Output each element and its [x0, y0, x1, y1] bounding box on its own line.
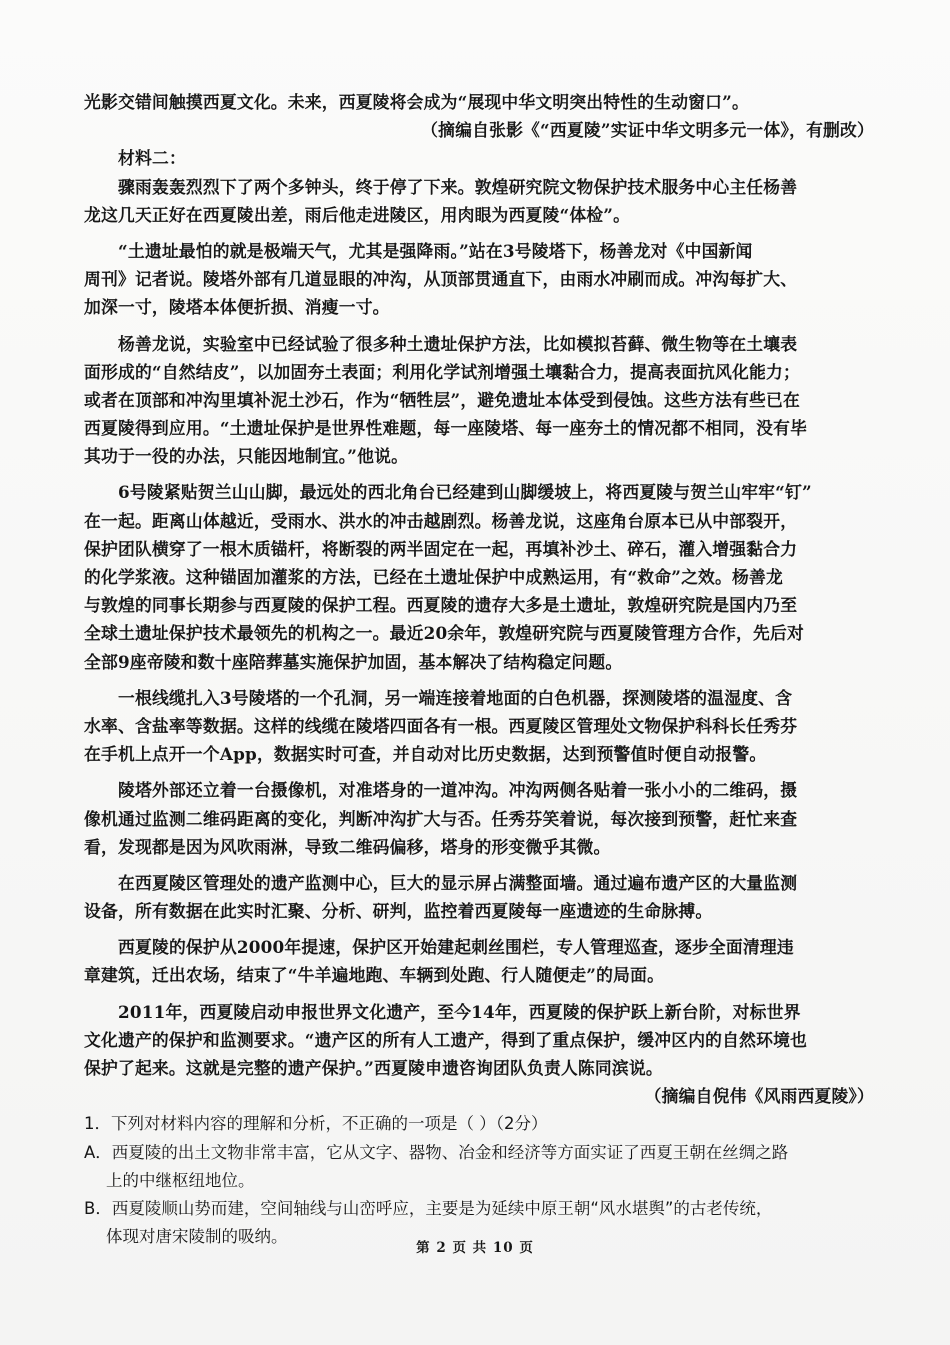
- question-stem: 1．下列对材料内容的理解和分析，不正确的一项是（ ）（2分）: [84, 1114, 548, 1134]
- paragraph-line: 在手机上点开一个App，数据实时可查，并自动对比历史数据，达到预警值时便自动报警。: [84, 744, 767, 765]
- opening-line: 光影交错间触摸西夏文化。未来，西夏陵将会成为“展现中华文明突出特性的生动窗口”。: [84, 92, 749, 112]
- paragraph-line: 加深一寸，陵塔本体便折损、消瘦一寸。: [84, 297, 390, 318]
- paragraph: [84, 237, 874, 322]
- paragraph-line: 保护了起来。这就是完整的遗产保护。”西夏陵申遗咨询团队负责人陈同滨说。: [84, 1058, 663, 1078]
- paragraph-line: 龙这几天正好在西夏陵出差，雨后他走进陵区，用肉眼为西夏陵“体检”。: [84, 204, 631, 225]
- paragraph-line: 水率、含盐率等数据。这样的线缆在陵塔四面各有一根。西夏陵区管理处文物保护科科长任秀芬: [84, 715, 798, 736]
- paragraph-line: 面形成的“自然结皮”，以加固夯土表面；利用化学试剂增强土壤黏合力，提高表面抗风化能力；: [84, 361, 800, 382]
- paragraph: [84, 478, 874, 675]
- paragraph-line: 西夏陵得到应用。“土遗址保护是世界性难题，每一座陵塔、每一座夯土的情况都不相同，没有毕: [84, 418, 808, 439]
- page-footer: 第 2 页 共 10 页: [416, 1240, 534, 1256]
- paragraph-line: “土遗址最怕的就是极端天气，尤其是强降雨。”站在3号陵塔下，杨善龙对《中国新闻: [118, 240, 753, 261]
- paragraph-line: 全部9座帝陵和数十座陪葬墓实施保护加固，基本解决了结构稳定问题。: [84, 651, 623, 672]
- paragraph-line: 看，发现都是因为风吹雨淋，导致二维码偏移，塔身的形变微乎其微。: [84, 836, 611, 857]
- paragraph-line: 周刊》记者说。陵塔外部有几道显眼的冲沟，从顶部贯通直下，由雨水冲刷而成。冲沟每扩大、: [84, 269, 798, 290]
- paragraph: [84, 933, 874, 989]
- option-b: B．西夏陵顺山势而建，空间轴线与山峦呼应，主要是为延续中原王朝“风水堪舆”的古老传统，: [84, 1198, 773, 1218]
- option-a-continued: 上的中继枢纽地位。: [106, 1170, 255, 1190]
- paragraph-line: 章建筑，迁出农场，结束了“牛羊遍地跑、车辆到处跑、行人随便走”的局面。: [84, 965, 665, 986]
- paragraph-line: 设备，所有数据在此实时汇聚、分析、研判，监控着西夏陵每一座遗迹的生命脉搏。: [84, 901, 713, 922]
- paragraph-line: 或者在顶部和冲沟里填补泥土沙石，作为“牺牲层”，避免遗址本体受到侵蚀。这些方法有些已在: [84, 389, 800, 410]
- material-2-heading: 材料二：: [118, 148, 186, 169]
- paragraph-line: 保护团队横穿了一根木质锚杆，将断裂的两半固定在一起，再填补沙土、碎石，灌入增强黏合力: [84, 538, 798, 559]
- paragraph: [84, 684, 874, 769]
- paragraph-line: 其功于一役的办法，只能因地制宜。”他说。: [84, 446, 409, 467]
- paragraph-line: 在西夏陵区管理处的遗产监测中心，巨大的显示屏占满整面墙。通过遍布遗产区的大量监测: [118, 872, 798, 893]
- paragraph-line: 一根线缆扎入3号陵塔的一个孔洞，另一端连接着地面的白色机器，探测陵塔的温湿度、含: [118, 687, 793, 708]
- question-1: [84, 1110, 874, 1251]
- paragraph-line: 的化学浆液。这种锚固加灌浆的方法，已经在土遗址保护中成熟运用，有“救命”之效。杨善龙: [84, 567, 783, 587]
- paragraph-line: 6号陵紧贴贺兰山山脚，最远处的西北角台已经建到山脚缓坡上，将西夏陵与贺兰山牢牢“钉”: [118, 482, 812, 503]
- paragraph-line: 全球土遗址保护技术最领先的机构之一。最近20余年，敦煌研究院与西夏陵管理方合作，先后对: [84, 623, 804, 644]
- paragraph: [84, 173, 874, 229]
- paragraph-line: 与敦煌的同事长期参与西夏陵的保护工程。西夏陵的遗存大多是土遗址，敦煌研究院是国内乃至: [84, 595, 798, 616]
- paragraph: [84, 330, 874, 471]
- paragraph-line: 在一起。距离山体越近，受雨水、洪水的冲击越剧烈。杨善龙说，这座角台原本已从中部裂开，: [84, 510, 798, 531]
- paragraph-line: 2011年，西夏陵启动申报世界文化遗产，至今14年，西夏陵的保护跃上新台阶，对标世界: [118, 1001, 801, 1022]
- paragraph: [84, 869, 874, 925]
- page-content: [84, 88, 874, 1251]
- paragraph: [84, 776, 874, 861]
- paragraph-line: 杨善龙说，实验室中已经试验了很多种土遗址保护方法，比如模拟苔藓、微生物等在土壤表: [118, 333, 798, 354]
- paragraph: [84, 998, 874, 1083]
- source-citation-1: （摘编自张影《“西夏陵”实证中华文明多元一体》，有删改）: [421, 120, 874, 141]
- paragraph-line: 骤雨轰轰烈烈下了两个多钟头，终于停了下来。敦煌研究院文物保护技术服务中心主任杨善: [118, 176, 798, 197]
- option-a: A．西夏陵的出土文物非常丰富，它从文字、器物、冶金和经济等方面实证了西夏王朝在丝绸之路: [84, 1142, 789, 1162]
- source-citation-2: （摘编自倪伟《风雨西夏陵》）: [644, 1086, 874, 1107]
- paragraph-line: 文化遗产的保护和监测要求。“遗产区的所有人工遗产，得到了重点保护，缓冲区内的自然环境也: [84, 1029, 808, 1050]
- paragraph-line: 陵塔外部还立着一台摄像机，对准塔身的一道冲沟。冲沟两侧各贴着一张小小的二维码，摄: [118, 780, 798, 801]
- paragraph-line: 西夏陵的保护从2000年提速，保护区开始建起刺丝围栏，专人管理巡查，逐步全面清理违: [118, 937, 794, 958]
- paragraph-line: 像机通过监测二维码距离的变化，判断冲沟扩大与否。任秀芬笑着说，每次接到预警，赶忙来查: [84, 808, 798, 829]
- option-b-continued: 体现对唐宋陵制的吸纳。: [106, 1227, 288, 1247]
